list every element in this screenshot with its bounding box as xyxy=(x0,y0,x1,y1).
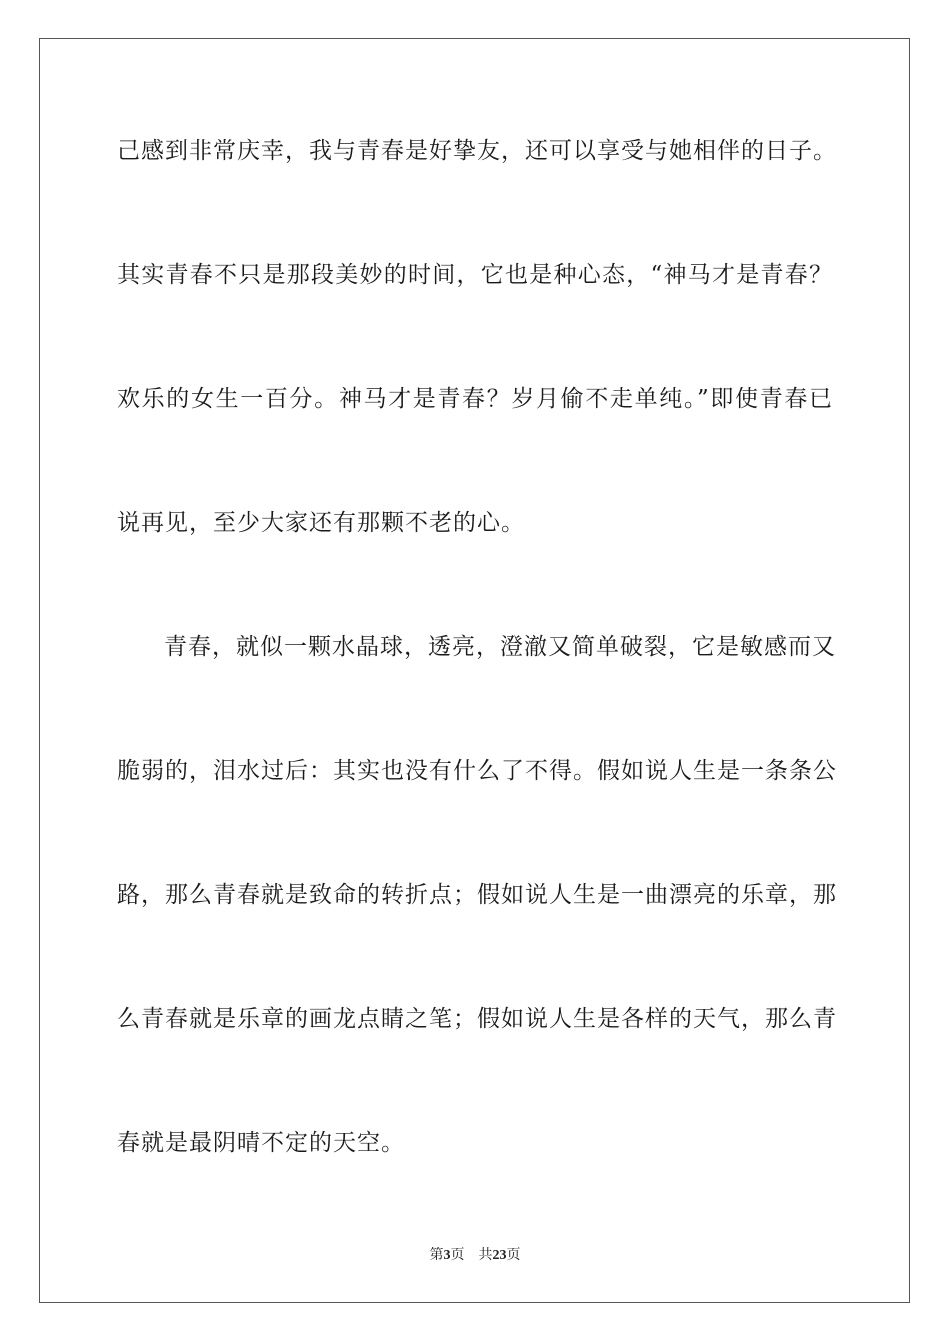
text-line-5: 青春，就似一颗水晶球，透亮，澄澈又简单破裂，它是敏感而又 xyxy=(164,634,836,660)
page-footer xyxy=(0,1245,950,1266)
text-line-8: 么青春就是乐章的画龙点睛之笔；假如说人生是各样的天气，那么青 xyxy=(117,1006,837,1032)
text-line-9: 春就是最阴晴不定的天空。 xyxy=(117,1130,405,1156)
text-line-2: 其实青春不只是那段美妙的时间，它也是种心态，“神马才是青春？ xyxy=(117,262,833,288)
page-border xyxy=(39,38,910,1303)
total-suffix: 页 xyxy=(506,1247,521,1263)
total-prefix: 共 xyxy=(478,1247,493,1263)
page-number: 3 xyxy=(443,1248,451,1263)
text-line-1: 己感到非常庆幸，我与青春是好挚友，还可以享受与她相伴的日子。 xyxy=(117,138,837,164)
text-line-6: 脆弱的，泪水过后：其实也没有什么了不得。假如说人生是一条条公 xyxy=(117,758,837,784)
text-line-3: 欢乐的女生一百分。神马才是青春？岁月偷不走单纯。”即使青春已 xyxy=(117,386,833,412)
text-line-7: 路，那么青春就是致命的转折点；假如说人生是一曲漂亮的乐章，那 xyxy=(117,882,837,908)
page-prefix: 第 xyxy=(429,1247,444,1263)
text-line-4: 说再见，至少大家还有那颗不老的心。 xyxy=(117,510,525,536)
total-pages: 23 xyxy=(492,1248,507,1263)
page-suffix: 页 xyxy=(450,1247,465,1263)
